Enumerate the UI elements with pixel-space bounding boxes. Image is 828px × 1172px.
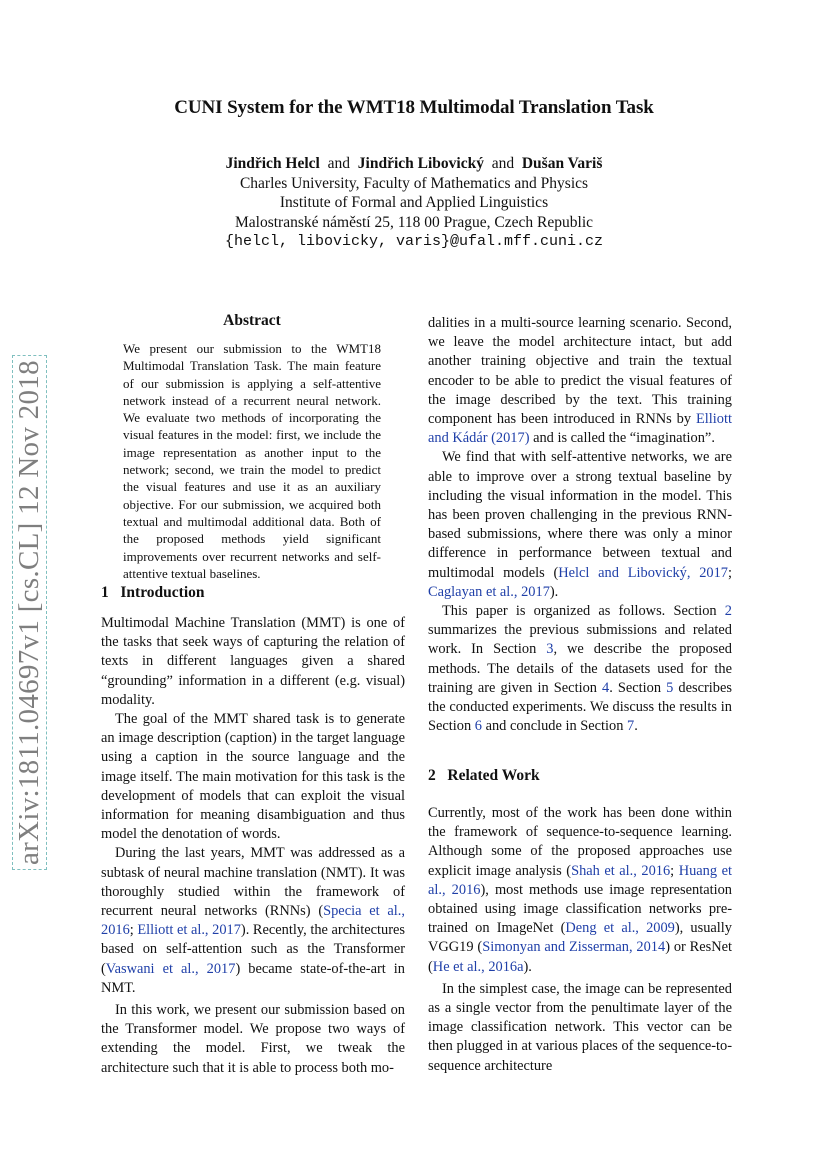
author-block <box>0 154 828 252</box>
affiliation-line: Institute of Formal and Applied Linguistics <box>279 194 549 211</box>
section-heading-related-work <box>428 767 540 785</box>
author-name: Jindřich Libovický <box>357 155 484 172</box>
citation-link[interactable]: Shah et al., 2016 <box>571 862 671 879</box>
citation-link[interactable]: Elliott and Kádár (2017) <box>428 411 732 447</box>
author-line <box>0 154 828 174</box>
section-title: Introduction <box>120 584 205 601</box>
citation-link[interactable]: Elliott et al., 2017 <box>137 922 241 939</box>
citation-link[interactable]: Vaswani et al., 2017 <box>105 960 236 977</box>
section-ref-link[interactable]: 4 <box>602 679 610 696</box>
section-ref-link[interactable]: 2 <box>724 603 732 620</box>
section-heading-introduction <box>101 584 205 602</box>
citation-link[interactable]: Huang et al., 2016 <box>428 862 732 898</box>
related-work-body <box>428 804 732 1076</box>
affiliation-line: Charles University, Faculty of Mathematics and Physics <box>239 174 589 192</box>
affiliation-line: Malostranské náměstí 25, 118 00 Prague, Czech Republic <box>235 213 593 231</box>
author-name: Dušan Variš <box>521 155 603 172</box>
abstract-text: We present our submission to the WMT18 Multimodal Translation Task. The main feature of our submission is applying a self-attentive network instead of a recurrent neural network. We evaluate two methods of incorporating the visual features in the model: first, we include the image representation as another input to the network; second, we train the model to predict the visual features and use it as an auxiliary objective. For our submission, we acquired both textual and multimodal additional data. Both of the proposed methods yield significant improvements over recurrent networks and self-attentive textual baselines. <box>123 341 381 581</box>
abstract-heading: Abstract <box>223 312 281 329</box>
paragraph: During the last years, MMT was addressed as a subtask of neural machine translation (NMT). It was thoroughly studied within the framework of recurrent neural networks (RNNs) (Specia et al., 2016; Elliott et al., 2017). Recently, the architectures based on self-attention such as the Transformer (Vaswani et al., 2017) became state-of-the-art in NMT. <box>101 845 406 996</box>
paragraph: In this work, we present our submission based on the Transformer model. We propose two ways of extending the model. First, we tweak the architecture such that it is able to process both mo- <box>101 1002 405 1076</box>
citation-link[interactable]: He et al., 2016a <box>432 958 524 975</box>
section-number: 1 <box>101 584 109 601</box>
paragraph: In the simplest case, the image can be represented as a single vector from the penultimate layer of the image classification network. This vector can be then plugged in at various places of the sequence-to-sequence architecture <box>428 980 732 1074</box>
arxiv-id[interactable]: arXiv:1811.04697v1 [cs.CL] 12 Nov 2018 <box>12 355 47 870</box>
and-word: and <box>327 155 351 172</box>
section-ref-link[interactable]: 3 <box>546 641 554 658</box>
section-title: Related Work <box>447 767 540 784</box>
paragraph: This paper is organized as follows. Section 2 summarizes the previous submissions and related work. In Section 3, we describe the proposed methods. The details of the datasets used for the training are given in Section 4. Section 5 describes the conducted experiments. We discuss the results in Section 6 and conclude in Section 7. <box>428 603 732 735</box>
paragraph: The goal of the MMT shared task is to generate an image description (caption) in the target language using a caption in the source language and the image itself. The main motivation for this task is the development of models that can exploit the visual information for meaning disambiguation and thus model the denotation of words. <box>101 711 405 843</box>
author-emails: {helcl, libovicky, varis}@ufal.mff.cuni.cz <box>224 233 604 250</box>
citation-link[interactable]: Helcl and Libovický, 2017 <box>558 564 729 581</box>
paragraph: dalities in a multi-source learning scenario. Second, we leave the model architecture intact, but add another training objective and train the textual encoder to be able to predict the visual features of the image described by the text. This training component has been introduced in RNNs by Elliott and Kádár (2017) and is called the “imagination”. <box>428 315 732 447</box>
right-column-body <box>428 314 732 736</box>
citation-link[interactable]: Caglayan et al., 2017 <box>428 583 550 600</box>
section-ref-link[interactable]: 6 <box>474 718 482 735</box>
section-number: 2 <box>428 767 436 784</box>
paragraph: Multimodal Machine Translation (MMT) is one of the tasks that seek ways of capturing the relation of texts in different languages given a shared “grounding” information in a different (e.g. visual) modality. <box>101 615 405 708</box>
paragraph: Currently, most of the work has been done within the framework of sequence-to-sequence learning. Although some of the proposed approaches use explicit image analysis (Shah et al., 2016; Huang et al., 2016), most methods use image representation obtained using image classification networks pre-trained on ImageNet (Deng et al., 2009), usually VGG19 (Simonyan and Zisserman, 2014) or ResNet (He et al., 2016a). <box>428 805 733 975</box>
citation-link[interactable]: Simonyan and Zisserman, 2014 <box>482 939 666 956</box>
left-column-body <box>101 614 405 1078</box>
section-ref-link[interactable]: 7 <box>627 718 635 735</box>
and-word: and <box>491 155 515 172</box>
citation-link[interactable]: Deng et al., 2009 <box>565 920 675 937</box>
section-ref-link[interactable]: 5 <box>666 679 674 696</box>
paper-title: CUNI System for the WMT18 Multimodal Translation Task <box>174 97 654 118</box>
citation-link[interactable]: Specia et al., 2016 <box>101 903 405 939</box>
arxiv-stamp[interactable] <box>12 310 52 870</box>
paragraph: We find that with self-attentive networks, we are able to improve over a strong textual baseline by including the visual information in the model. This has been proven challenging in the previous RNN-based submissions, where there was only a minor difference in performance between textual and multimodal models (Helcl and Libovický, 2017; Caglayan et al., 2017). <box>428 449 733 600</box>
author-name: Jindřich Helcl <box>225 155 320 172</box>
